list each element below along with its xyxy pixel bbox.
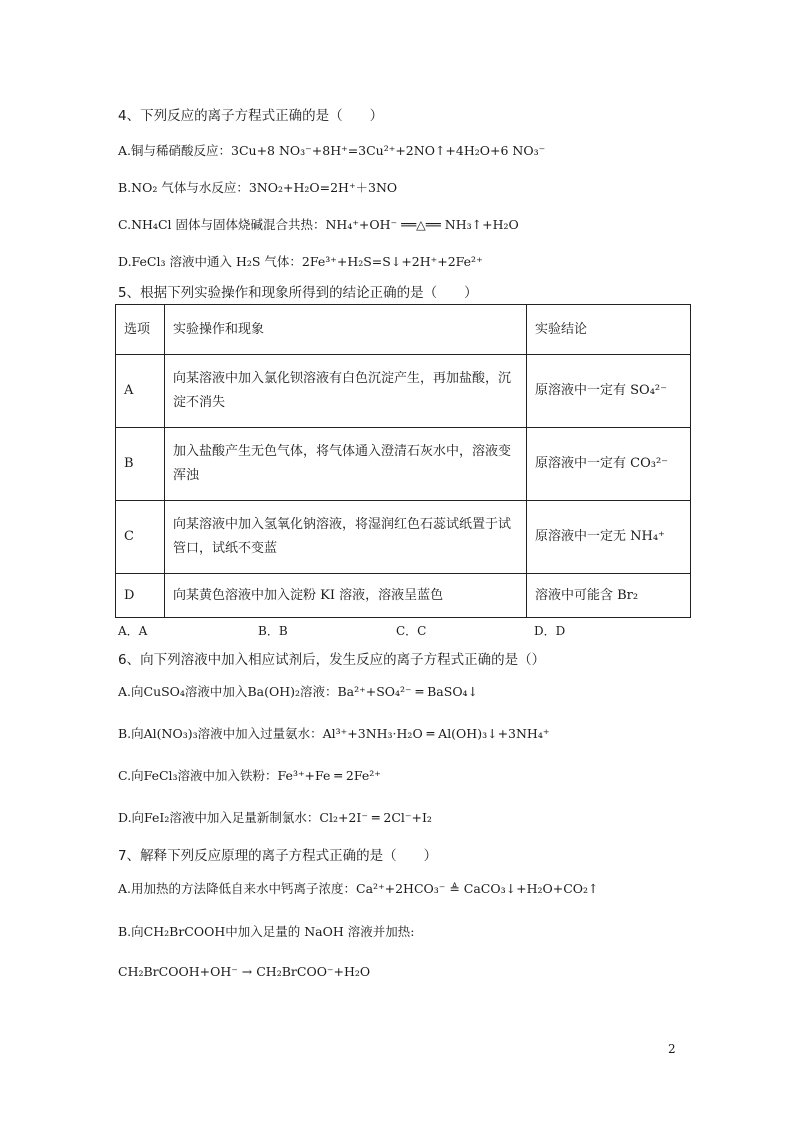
table-header-row bbox=[116, 305, 691, 355]
row-operation: 向某溶液中加入氯化钡溶液有白色沉淀产生，再加盐酸，沉淀不消失 bbox=[165, 355, 527, 428]
choice-b: B．B bbox=[258, 624, 288, 638]
table-row bbox=[116, 501, 691, 574]
choice-c: C．C bbox=[396, 624, 427, 638]
page-number: 2 bbox=[668, 1042, 676, 1056]
header-operation: 实验操作和现象 bbox=[165, 305, 527, 355]
q4-option-a: A.铜与稀硝酸反应：3Cu+8 NO₃⁻+8H⁺=3Cu²⁺+2NO↑+4H₂O+6 NO₃⁻ bbox=[118, 143, 546, 158]
table-row bbox=[116, 355, 691, 428]
row-operation: 加入盐酸产生无色气体，将气体通入澄清石灰水中，溶液变浑浊 bbox=[165, 428, 527, 501]
q4-stem: 4、下列反应的离子方程式正确的是（ ） bbox=[118, 108, 384, 124]
header-conclusion: 实验结论 bbox=[527, 305, 691, 355]
q6-option-c: C.向FeCl₃溶液中加入铁粉：Fe³⁺+Fe ═ 2Fe²⁺ bbox=[118, 768, 381, 783]
table-row bbox=[116, 428, 691, 501]
row-conclusion: 溶液中可能含 Br₂ bbox=[527, 574, 691, 618]
choice-a: A．A bbox=[118, 624, 148, 638]
q6-option-b: B.向Al(NO₃)₃溶液中加入过量氨水：Al³⁺+3NH₃·H₂O ═ Al(OH)₃↓+3NH₄⁺ bbox=[118, 726, 550, 741]
q5-table bbox=[115, 304, 691, 618]
row-option: C bbox=[116, 501, 165, 574]
q6-option-d: D.向FeI₂溶液中加入足量新制氯水：Cl₂+2I⁻ ═ 2Cl⁻+I₂ bbox=[118, 810, 432, 825]
q7-option-b: B.向CH₂BrCOOH中加入足量的 NaOH 溶液并加热: bbox=[118, 924, 415, 939]
q4-option-d: D.FeCl₃ 溶液中通入 H₂S 气体：2Fe³⁺+H₂S=S↓+2H⁺+2Fe²⁺ bbox=[118, 254, 483, 269]
row-conclusion: 原溶液中一定有 CO₃²⁻ bbox=[527, 428, 691, 501]
row-operation: 向某黄色溶液中加入淀粉 KI 溶液，溶液呈蓝色 bbox=[165, 574, 527, 618]
choice-d: D．D bbox=[534, 624, 566, 638]
row-option: B bbox=[116, 428, 165, 501]
row-option: A bbox=[116, 355, 165, 428]
q4-option-b: B.NO₂ 气体与水反应：3NO₂+H₂O=2H⁺＋3NO bbox=[118, 180, 398, 195]
q4-option-c: C.NH₄Cl 固体与固体烧碱混合共热：NH₄⁺+OH⁻ ══△══ NH₃↑+H₂O bbox=[118, 217, 519, 232]
q7-option-b-equation: CH₂BrCOOH+OH⁻ → CH₂BrCOO⁻+H₂O bbox=[118, 964, 371, 979]
row-option: D bbox=[116, 574, 165, 618]
header-option: 选项 bbox=[116, 305, 165, 355]
row-conclusion: 原溶液中一定有 SO₄²⁻ bbox=[527, 355, 691, 428]
q6-option-a: A.向CuSO₄溶液中加入Ba(OH)₂溶液：Ba²⁺+SO₄²⁻ ═ BaSO₄↓ bbox=[118, 684, 479, 699]
row-operation: 向某溶液中加入氢氧化钠溶液，将湿润红色石蕊试纸置于试管口，试纸不变蓝 bbox=[165, 501, 527, 574]
table-row bbox=[116, 574, 691, 618]
q6-stem: 6、向下列溶液中加入相应试剂后，发生反应的离子方程式正确的是（） bbox=[118, 652, 546, 668]
q7-stem: 7、解释下列反应原理的离子方程式正确的是（ ） bbox=[118, 848, 438, 864]
q5-stem: 5、根据下列实验操作和现象所得到的结论正确的是（ ） bbox=[118, 285, 478, 301]
q7-option-a: A.用加热的方法降低自来水中钙离子浓度：Ca²⁺+2HCO₃⁻ ≜ CaCO₃↓+H₂O+CO₂↑ bbox=[118, 881, 599, 896]
row-conclusion: 原溶液中一定无 NH₄⁺ bbox=[527, 501, 691, 574]
